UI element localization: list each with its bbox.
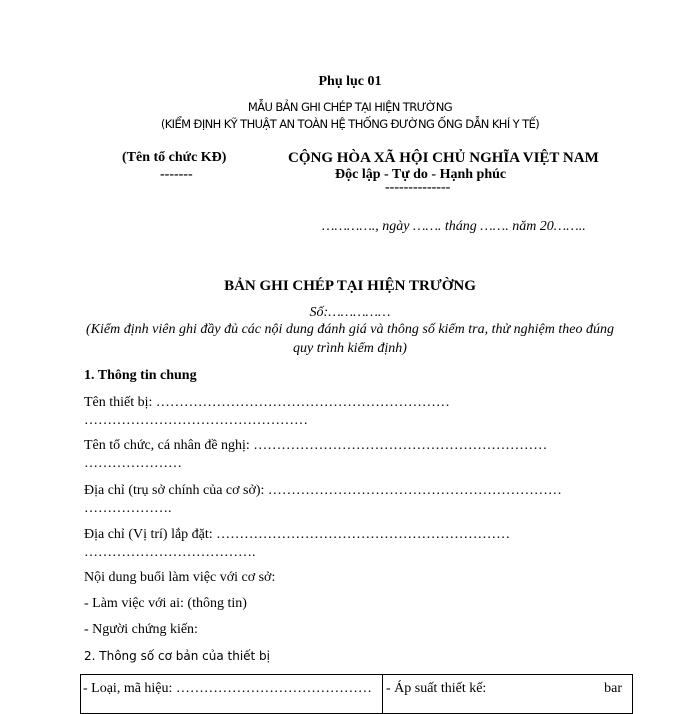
form-name: MẪU BẢN GHI CHÉP TẠI HIỆN TRƯỜNG [247,100,453,114]
requester-field[interactable]: Tên tổ chức, cá nhân đề nghị: ……………………………………………………… [84,438,548,453]
organization-divider: ------- [160,167,193,182]
national-title: CỘNG HÒA XÃ HỘI CHỦ NGHĨA VIỆT NAM [288,150,599,166]
appendix-label: Phụ lục 01 [318,74,382,89]
hq-address-field[interactable]: Địa chỉ (trụ sở chính của cơ sở): ……………………………………………………… [84,483,562,498]
meeting-content-label: Nội dung buổi làm việc với cơ sở: [84,570,276,585]
install-address-field[interactable]: Địa chỉ (Vị trí) lắp đặt: ……………………………………………………… [84,527,511,542]
organization-name: (Tên tổ chức KĐ) [122,150,227,165]
parameters-table [80,674,633,714]
equipment-name-field-cont[interactable]: ………………………………………… [84,413,308,428]
date-line: …………., ngày ……. tháng ……. năm 20…….. [322,219,586,234]
design-pressure-label[interactable]: - Áp suất thiết kế: [386,681,487,696]
form-subtitle: (KIỂM ĐỊNH KỸ THUẬT AN TOÀN HỆ THỐNG ĐƯỜNG ỐNG DẪN KHÍ Y TẾ) [160,117,540,131]
table-column-divider [382,675,383,713]
equipment-name-field[interactable]: Tên thiết bị: ……………………………………………………… [84,395,450,410]
pressure-unit: bar [604,681,622,696]
model-code-field[interactable]: - Loại, mã hiệu: …………………………………… [83,681,372,696]
requester-field-cont[interactable]: ………………… [84,456,182,471]
worked-with-field[interactable]: - Làm việc với ai: (thông tin) [84,596,247,611]
document-number: Số:…………… [309,305,391,320]
section-1-heading: 1. Thông tin chung [84,368,197,383]
hq-address-field-cont[interactable]: ………………. [84,501,172,516]
witness-field[interactable]: - Người chứng kiến: [84,622,198,637]
instruction-line-2: quy trình kiểm định) [293,341,407,356]
national-motto: Độc lập - Tự do - Hạnh phúc [335,167,507,182]
install-address-field-cont[interactable]: ………………………………. [84,545,256,560]
instruction-line-1: (Kiểm định viên ghi đầy đủ các nội dung đánh giá và thông số kiểm tra, thử nghiệm theo đúng [86,322,614,337]
section-2-heading: 2. Thông số cơ bản của thiết bị [84,649,270,663]
motto-divider: -------------- [385,180,451,195]
document-title: BẢN GHI CHÉP TẠI HIỆN TRƯỜNG [224,278,476,294]
